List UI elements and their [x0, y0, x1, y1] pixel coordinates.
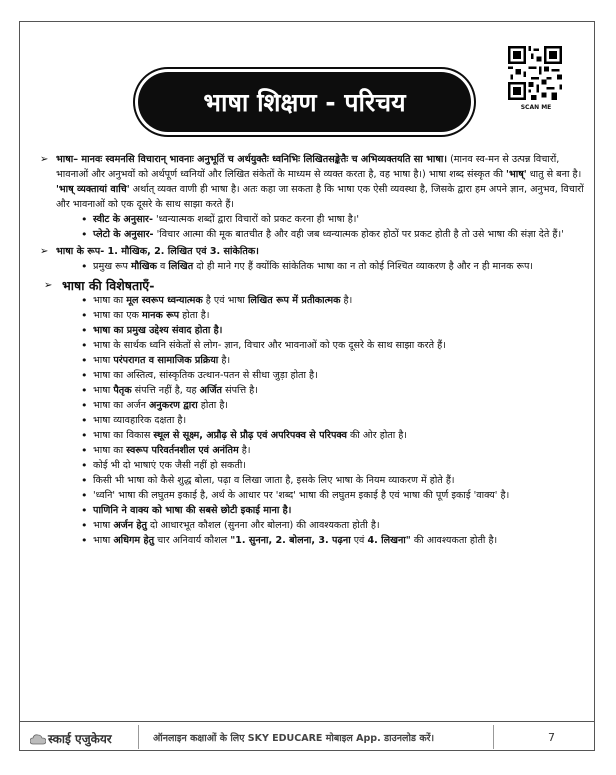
bullet-icon: •	[81, 534, 88, 547]
feature-item	[36, 398, 584, 413]
bullet-icon: •	[81, 324, 88, 337]
feature-item	[36, 443, 584, 458]
intro-definition: भाषा– मानवः स्वमनसि विचारान् भावनाः अनुभूतिं च अर्थयुक्तैः ध्वनिभिः लिखितसङ्केतैः च अभिव्यक्तयति सा भाषा।	[56, 154, 448, 165]
feature-text: होता है।	[179, 310, 210, 321]
feature-item	[36, 503, 584, 518]
feature-emphasis: पैतृक	[113, 385, 132, 396]
intro-paragraph	[36, 152, 584, 212]
forms-text: दो ही माने गए हैं क्योंकि सांकेतिक भाषा का न तो कोई निश्चित व्याकरण है और न ही मानक रूप।	[193, 261, 534, 272]
feature-emphasis: 4. लिखना"	[367, 535, 411, 546]
feature-item	[36, 413, 584, 428]
qr-code-icon[interactable]	[508, 46, 562, 100]
bullet-icon: •	[81, 459, 88, 472]
feature-text: 'ध्वनि' भाषा की लघुतम इकाई है, अर्थ के आधार पर 'शब्द' भाषा की लघुतम इकाई है एवं भाषा की पूर्ण इकाई 'वाक्य' है।	[93, 490, 510, 501]
feature-text: भाषा	[93, 520, 114, 531]
bullet-icon: •	[81, 294, 88, 307]
feature-emphasis: "1. सुनना, 2. बोलना, 3. पढ़ना	[230, 535, 351, 546]
features-heading	[36, 278, 584, 293]
plato-text: 'विचार आत्मा की मूक बातचीत है और वही जब ध्वन्यात्मक होकर होठों पर प्रकट होती है तो उसे भाषा की संज्ञा देते हैं।'	[153, 229, 564, 240]
bullet-icon: •	[81, 474, 88, 487]
footer	[20, 721, 595, 752]
forms-detail	[36, 259, 584, 274]
intro-text: (मानव स्व-मन से उत्पन्न विचारों, भावनाओं और अनुभवों को अर्थपूर्ण ध्वनियों और लिखित संकेतों के माध्यम से व्यक्त करता है, वह भाषा है।) भाषा शब्द संस्कृत की	[56, 154, 560, 180]
forms-heading	[36, 244, 584, 259]
feature-text: की आवश्यकता होती है।	[410, 535, 498, 546]
feature-text: संपत्ति है।	[222, 385, 258, 396]
feature-emphasis: मूल स्वरूप ध्वन्यात्मक	[126, 295, 203, 306]
intro-dhatu: 'भाष्'	[506, 169, 527, 180]
brand-name: स्काई एजुकेयर	[48, 732, 112, 746]
feature-item	[36, 518, 584, 533]
sweet-text: 'ध्वन्यात्मक शब्दों द्वारा विचारों को प्रकट करना ही भाषा है।'	[152, 214, 360, 225]
arrow-bullet-icon: ➢	[40, 246, 49, 257]
forms-oral: मौखिक	[131, 261, 157, 272]
feature-emphasis: मानक रूप	[141, 310, 180, 321]
intro-quote: 'भाष् व्यक्तायां वाचि'	[56, 184, 130, 195]
page-title-text: भाषा शिक्षण - परिचय	[203, 88, 406, 117]
bullet-icon: •	[81, 339, 88, 352]
bullet-icon: •	[81, 384, 88, 397]
feature-text: है।	[238, 445, 251, 456]
feature-text: किसी भी भाषा को कैसे शुद्ध बोला, पढ़ा व लिखा जाता है, इसके लिए भाषा के नियम व्याकरण में होते हैं।	[93, 475, 455, 486]
bullet-icon: •	[81, 309, 88, 322]
footer-divider	[493, 725, 494, 749]
feature-text: होता है।	[197, 400, 229, 411]
arrow-bullet-icon: ➢	[40, 154, 49, 165]
features-list	[36, 293, 584, 548]
feature-text: भाषा का अर्जन	[93, 400, 150, 411]
feature-text: भाषा का एक	[93, 310, 142, 321]
feature-emphasis: अर्जन हेतु	[113, 520, 147, 531]
scan-me-label: SCAN ME	[520, 104, 552, 111]
feature-emphasis: पाणिनि ने वाक्य को भाषा की सबसे छोटी इकाई माना है।	[93, 505, 292, 516]
bullet-icon: •	[81, 354, 88, 367]
feature-emphasis: अनुकरण द्वारा	[149, 400, 198, 411]
feature-item	[36, 383, 584, 398]
brand-logo	[30, 730, 112, 747]
page-number: 7	[548, 731, 555, 744]
bullet-icon: •	[81, 429, 88, 442]
forms-text: प्रमुख रूप	[93, 261, 132, 272]
feature-text: भाषा व्यावहारिक दक्षता है।	[93, 415, 187, 426]
feature-text: एवं	[350, 535, 368, 546]
intro-text-mid: धातु से बना है।	[526, 169, 582, 180]
footer-promo[interactable]: ऑनलाइन कक्षाओं के लिए SKY EDUCARE मोबाइल App. डाउनलोड करें।	[153, 733, 435, 744]
bullet-icon: •	[81, 489, 88, 502]
bullet-icon: •	[81, 260, 88, 273]
feature-text: कोई भी दो भाषाएं एक जैसी नहीं हो सकती।	[93, 460, 247, 471]
forms-text: व	[156, 261, 169, 272]
feature-emphasis: भाषा का प्रमुख उद्देश्य संवाद होता है।	[93, 325, 223, 336]
content	[36, 152, 584, 548]
feature-text: है एवं भाषा	[202, 295, 248, 306]
bullet-icon: •	[81, 228, 88, 241]
feature-item	[36, 533, 584, 548]
feature-item	[36, 353, 584, 368]
feature-text: भाषा के सार्थक ध्वनि संकेतों से लोग- ज्ञान, विचार और भावनाओं को एक दूसरे के साथ साझा करते हैं।	[93, 340, 446, 351]
bullet-icon: •	[81, 504, 88, 517]
bullet-icon: •	[81, 414, 88, 427]
bullet-icon: •	[81, 444, 88, 457]
feature-text: भाषा का	[93, 295, 127, 306]
feature-emphasis: परंपरागत व सामाजिक प्रक्रिया	[113, 355, 219, 366]
feature-text: भाषा का अस्तित्व, सांस्कृतिक उत्थान-पतन से सीधा जुड़ा होता है।	[93, 370, 318, 381]
feature-emphasis: अधिगम हेतु	[113, 535, 155, 546]
feature-emphasis: लिखित रूप में प्रतीकात्मक	[247, 295, 341, 306]
feature-text: भाषा का	[93, 445, 127, 456]
feature-text: की ओर होता है।	[346, 430, 408, 441]
feature-emphasis: स्थूल से सूक्ष्म, अप्रौढ़ से प्रौढ़ एवं अपरिपक्व से परिपक्व	[153, 430, 347, 441]
bullet-icon: •	[81, 369, 88, 382]
feature-item	[36, 473, 584, 488]
plato-definition	[36, 227, 584, 242]
feature-item	[36, 338, 584, 353]
footer-divider	[138, 725, 139, 749]
feature-emphasis: अर्जित	[199, 385, 223, 396]
feature-item	[36, 293, 584, 308]
plato-label: प्लेटो के अनुसार-	[93, 229, 154, 240]
feature-item	[36, 368, 584, 383]
feature-item	[36, 488, 584, 503]
feature-text: भाषा	[93, 355, 114, 366]
feature-text: है।	[340, 295, 353, 306]
feature-text: भाषा का विकास	[93, 430, 154, 441]
feature-item	[36, 323, 584, 338]
feature-item	[36, 308, 584, 323]
feature-text: संपत्ति नहीं है, यह	[131, 385, 200, 396]
sweet-definition	[36, 212, 584, 227]
intro-text-end: अर्थात् व्यक्त वाणी ही भाषा है। अतः कहा जा सकता है कि भाषा एक ऐसी व्यवस्था है, जिसके द्वारा हम अपने ज्ञान, अनुभव, विचारों और भावनाओं को एक दूसरे के साथ साझा करते हैं।	[56, 184, 584, 210]
feature-text: है।	[218, 355, 231, 366]
feature-text: दो आधारभूत कौशल (सुनना और बोलना) की आवश्यकता होती है।	[147, 520, 380, 531]
feature-text: भाषा	[93, 385, 114, 396]
bullet-icon: •	[81, 519, 88, 532]
cloud-logo-icon	[30, 734, 46, 745]
features-heading-text: भाषा की विशेषताएँ-	[62, 278, 155, 293]
page-title	[138, 72, 471, 132]
feature-item	[36, 458, 584, 473]
forms-heading-text: भाषा के रूप- 1. मौखिक, 2. लिखित एवं 3. सांकेतिक।	[56, 246, 259, 257]
sweet-label: स्वीट के अनुसार-	[93, 214, 153, 225]
bullet-icon: •	[81, 399, 88, 412]
forms-written: लिखित	[168, 261, 194, 272]
feature-text: चार अनिवार्य कौशल	[154, 535, 231, 546]
bullet-icon: •	[81, 213, 88, 226]
feature-text: भाषा	[93, 535, 114, 546]
feature-item	[36, 428, 584, 443]
arrow-bullet-icon: ➢	[44, 280, 53, 291]
feature-emphasis: स्वरूप परिवर्तनशील एवं अनंतिम	[126, 445, 239, 456]
